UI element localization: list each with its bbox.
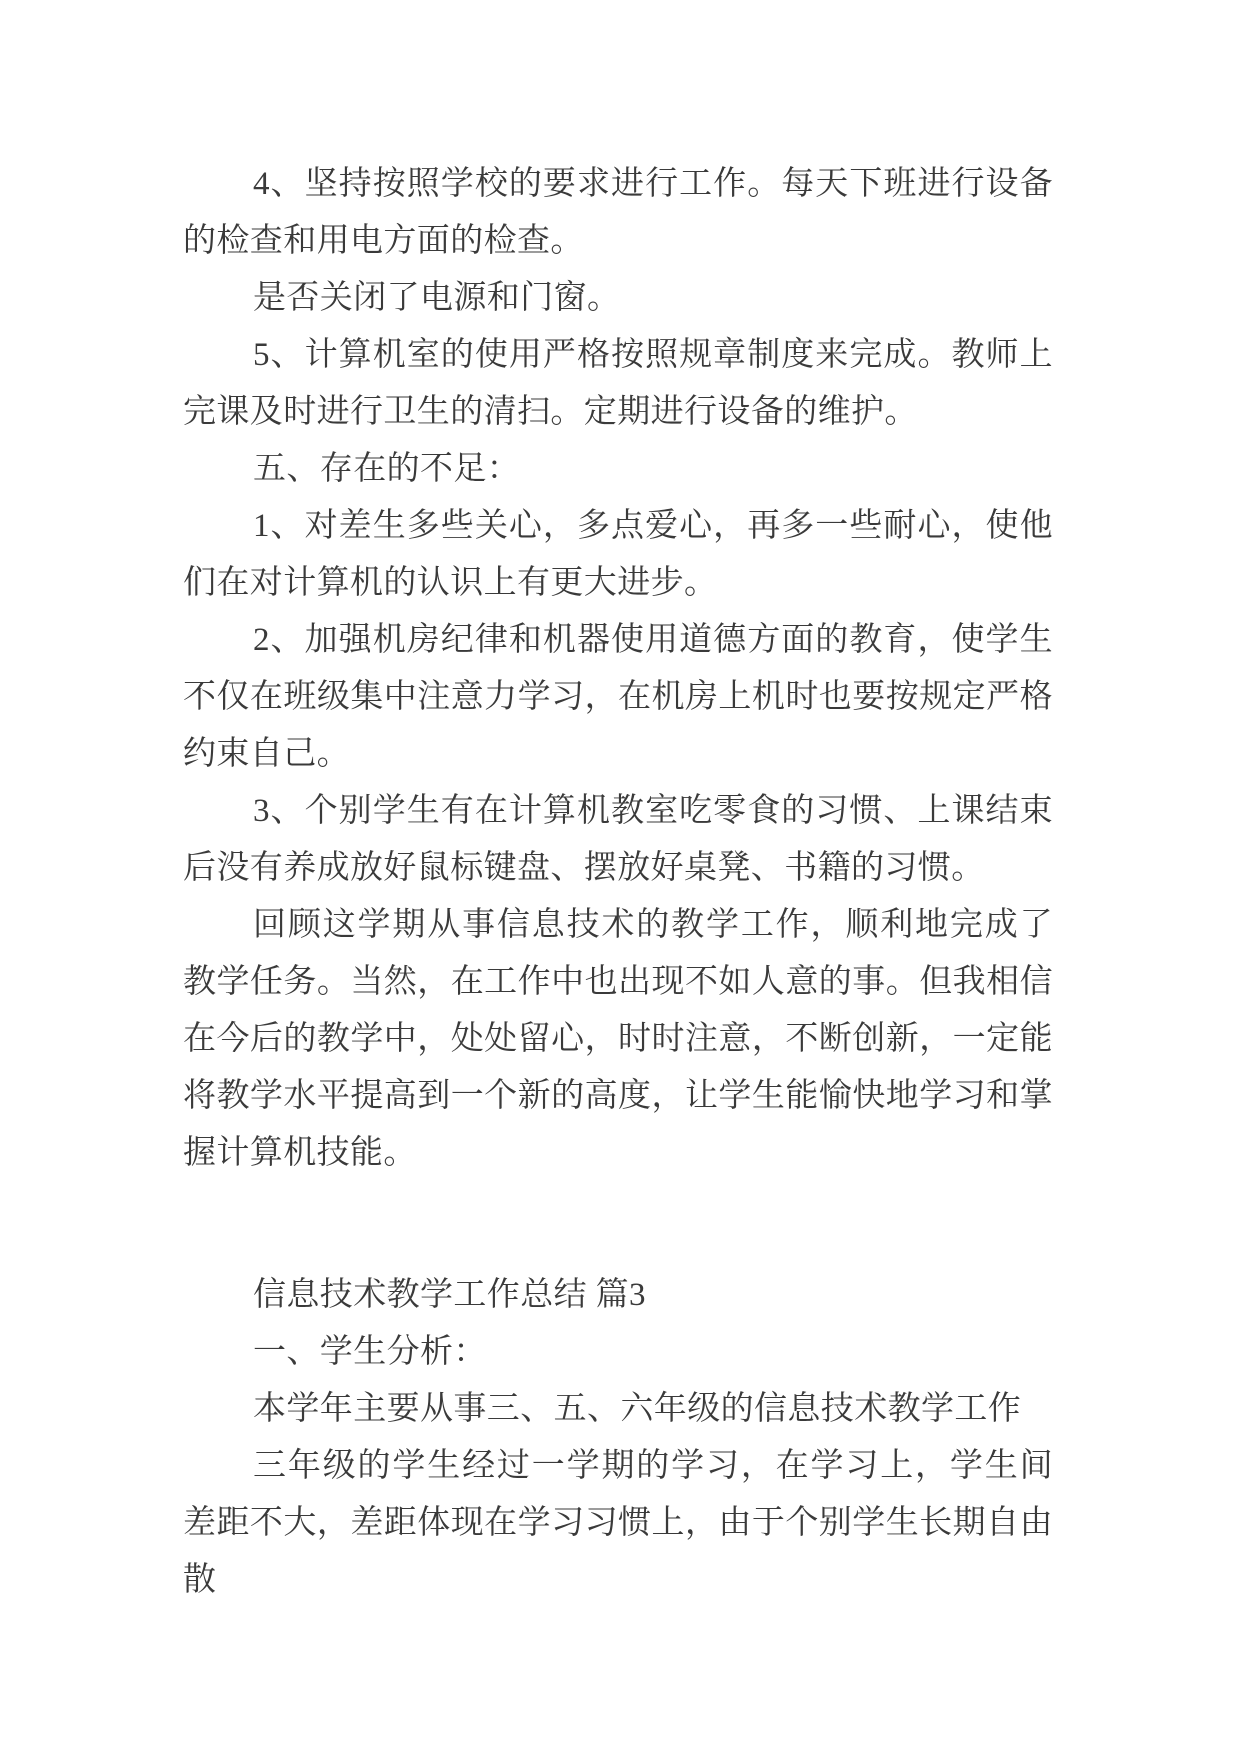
paragraph: 信息技术教学工作总结 篇3: [253, 1277, 646, 1313]
paragraph: 3、个别学生有在计算机教室吃零食的习惯、上课结束后没有养成放好鼠标键盘、摆放好桌凳、书籍的习惯。: [183, 793, 1053, 886]
paragraph: 三年级的学生经过一学期的学习，在学习上，学生间差距不大，差距体现在学习习惯上，由于个别学生长期自由散: [183, 1448, 1053, 1598]
paragraph: 4、坚持按照学校的要求进行工作。每天下班进行设备的检查和用电方面的检查。: [183, 166, 1053, 259]
document-body: [183, 156, 1053, 1609]
paragraph: 2、加强机房纪律和机器使用道德方面的教育，使学生不仅在班级集中注意力学习，在机房上机时也要按规定严格约束自己。: [183, 622, 1053, 772]
paragraph: [183, 1182, 1053, 1267]
paragraph: 五、存在的不足：: [253, 451, 521, 487]
paragraph: 一、学生分析：: [253, 1334, 487, 1370]
paragraph: 回顾这学期从事信息技术的教学工作，顺利地完成了教学任务。当然，在工作中也出现不如人意的事。但我相信在今后的教学中，处处留心，时时注意，不断创新，一定能将教学水平提高到一个新的高度，让学生能愉快地学习和掌握计算机技能。: [183, 907, 1053, 1171]
paragraph: 本学年主要从事三、五、六年级的信息技术教学工作: [253, 1391, 1022, 1427]
paragraph: 1、对差生多些关心，多点爱心，再多一些耐心，使他们在对计算机的认识上有更大进步。: [183, 508, 1053, 601]
paragraph: 是否关闭了电源和门窗。: [253, 280, 621, 316]
paragraph: 5、计算机室的使用严格按照规章制度来完成。教师上完课及时进行卫生的清扫。定期进行设备的维护。: [183, 337, 1053, 430]
